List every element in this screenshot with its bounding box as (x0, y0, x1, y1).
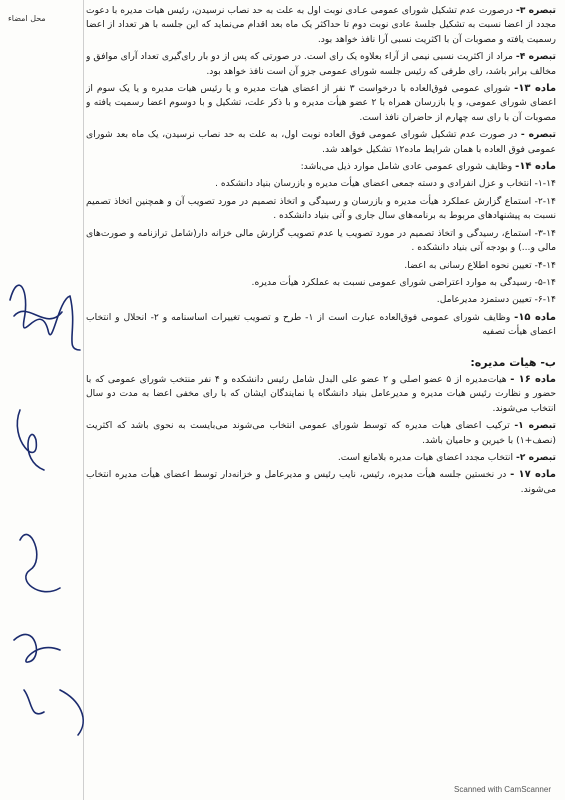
signature-6 (60, 690, 83, 735)
section-title: ب- هیات مدیره: (470, 355, 556, 369)
clause: تبصره ۳- درصورت عدم تشکیل شورای عمومی عـادی نوبت اول به علت به حد نصاب نرسیدن، رئیس هیات مدیره با دعوت مجدد از اعضا نسبت به تشکیل جلسهٔ عادی نوبت دوم تا حداکثر یک ماه بعد اقدام می‌نماید که این جلسه با هر تعداد از اعضا رسمیت یافته و مصوبات آن با اکثریت نسبی آرا نافذ خواهد بود. (86, 5, 556, 45)
sub-clause: ۱-۱۴- انتخاب و عزل انفرادی و دسته جمعی اعضای هیأت مدیره و بازرسان بنیاد دانشکده . (214, 178, 556, 190)
clause: تبصره ۴- مراد از اکثریت نسبی نیمی از آراء بعلاوه یک رای است. در صورتی که پس از دو بار رای‌گیری تعداد آرای موافق و مخالف برابر باشد، رای طرفی که رئیس جلسه شورای عمومی جزو آن است نافذ خواهد بود. (86, 51, 556, 77)
signature-2 (17, 410, 44, 470)
clause: ماده ۱۷ - در نخستین جلسه هیأت مدیره، رئیس، نایب رئیس و مدیرعامل و خزانه‌دار توسط اعضای هیأت مدیره انتخاب می‌شوند. (86, 469, 556, 495)
scanner-watermark: Scanned with CamScanner (454, 785, 551, 794)
clause: ماده ۱۴- وظایف شورای عمومی عادی شامل موارد ذیل می‌باشد: (300, 161, 556, 173)
sub-clause: ۴-۱۴- تعیین نحوه اطلاع رسانی به اعضا. (404, 259, 556, 271)
clause: تبصره - در صورت عدم تشکیل شورای عمومی فوق العاده نوبت اول، به علت به حد نصاب نرسیدن، یک ماه بعد شورای عمومی فوق العاده با همان شرایط ماده۱۲ تشکیل خواهد شد. (86, 129, 556, 155)
sub-clause: ۵-۱۴- رسیدگی به موارد اعتراضی شورای عمومی نسبت به عملکرد هیأت مدیره. (251, 276, 556, 288)
signature-4 (14, 634, 60, 662)
document-body (86, 4, 556, 774)
clause: ماده ۱۵- وظایف شورای عمومی فوق‌العاده عبارت است از ۱- طرح و تصویب تغییرات اساسنامه و ۲- انحلال و انتخاب اعضای هیأت تصفیه (86, 311, 556, 338)
clause: ماده ۱۶ - هیات‌مدیره از ۵ عضو اصلی و ۲ عضو علی البدل شامل رئیس دانشکده و ۴ نفر منتخب شورای عمومی که با حضور و نظارت رئیس هیات مدیره و مدیرعامل بنیاد دانشگاه یا نمایندگان ایشان که با رای مخفی اعضا به مدت دو سال انتخاب می‌شوند. (86, 373, 556, 414)
clause: تبصره ۱- ترکیب اعضای هیات مدیره که توسط شورای عمومی انتخاب می‌شوند می‌بایست به نحوی باشد که اکثریت (نصف+۱) با خیرین و حامیان باشد. (86, 420, 556, 446)
sub-clause: ۲-۱۴- استماع گزارش عملکرد هیأت مدیره و بازرسان و رسیدگی و اتخاذ تصمیم در مورد تصویب آن و همچنین اتخاذ تصمیم نسبت به پیشنهادهای مربوط به برنامه‌های سال جاری و آتی بنیاد دانشکده . (86, 195, 556, 222)
sub-clause: ۶-۱۴- تعیین دستمزد مدیرعامل. (436, 294, 556, 306)
signature-5 (24, 690, 44, 714)
signature-3 (20, 534, 60, 591)
clause: تبصره ۲- انتخاب مجدد اعضای هیات مدیره بلامانع است. (337, 451, 556, 463)
signature-margin-label: محل امضاء (8, 14, 46, 23)
sub-clause: ۳-۱۴- استماع، رسیدگی و اتخاذ تصمیم در مورد تصویب یا عدم تصویب گزارش مالی خزانه دار(شامل ترازنامه و صورت‌های مالی و...) و بودجه آتی بنیاد دانشکده . (86, 227, 556, 254)
clause: ماده ۱۳- شورای عمومی فوق‌العاده با درخواست ۳ نفر از اعضای هیات مدیره و یا رئیس هیات مدیره و یا یک سوم از اعضای شورای عمومی، و یا بازرسان همراه با ۲ عضو هیأت مدیره و با ذکر علت، تشکیل و با دوسوم اعضا رسمیت یافته و مصوبات آن با رای سه چهارم از حاضران نافذ است. (86, 83, 556, 123)
